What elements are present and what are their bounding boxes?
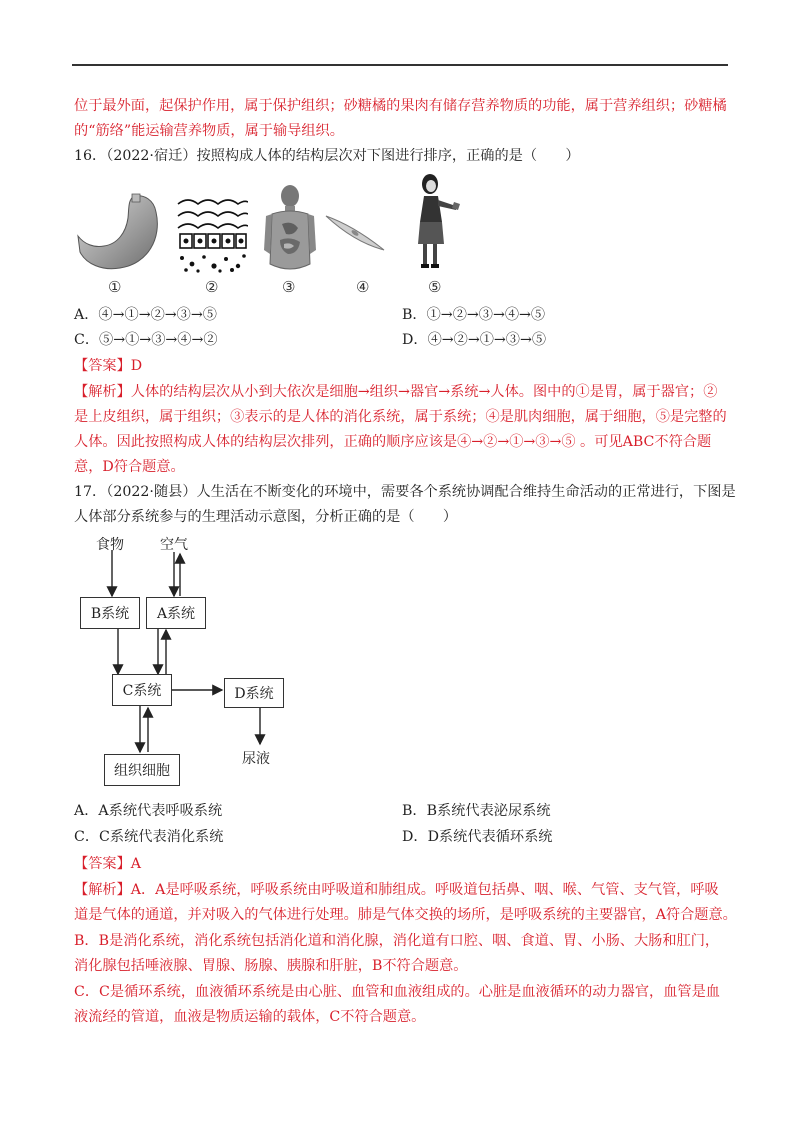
- analysis-17-line: 液流经的管道，血液是物质运输的载体，C不符合题意。: [74, 1009, 426, 1025]
- stomach-image: [74, 192, 166, 274]
- a-system-box: A系统: [146, 597, 206, 629]
- system-flow-diagram: [74, 528, 314, 788]
- tissue-cells-box: 组织细胞: [104, 754, 180, 786]
- analysis-16-line: 【解析】人体的结构层次从小到大依次是细胞→组织→器官→系统→人体。图中的①是胃，属于器官；②: [74, 384, 718, 400]
- analysis-16-line: 人体。因此按照构成人体的结构层次排列，正确的顺序应该是④→②→①→③→⑤ 。可见ABC不符合题: [74, 434, 712, 450]
- muscle-cell-image: [324, 210, 386, 254]
- analysis-16-line: 是上皮组织，属于组织；③表示的是人体的消化系统，属于系统；④是肌肉细胞，属于细胞，⑤是完整的: [74, 409, 727, 425]
- b-system-box: B系统: [80, 597, 140, 629]
- c-system-box: C系统: [112, 674, 172, 706]
- figure-label: ①: [108, 278, 122, 296]
- prev-analysis-line: 位于最外面，起保护作用，属于保护组织；砂糖橘的果肉有储存营养物质的功能，属于营养组织；砂糖橘: [74, 98, 727, 114]
- prev-analysis-line: 的“筋络”能运输营养物质，属于输导组织。: [74, 123, 344, 139]
- epithelial-tissue-image: [176, 194, 248, 274]
- food-label: 食物: [96, 537, 124, 553]
- option-b: B．B系统代表泌尿系统: [402, 803, 551, 819]
- figure-label: ②: [205, 278, 219, 296]
- analysis-17-line: 消化腺包括唾液腺、胃腺、肠腺、胰腺和肝脏，B不符合题意。: [74, 958, 468, 974]
- analysis-17-line: 道是气体的通道，并对吸入的气体进行处理。肺是气体交换的场所，是呼吸系统的主要器官，A符合题意。: [74, 907, 737, 923]
- analysis-16-line: 意，D符合题意。: [74, 459, 185, 475]
- option-c: C．C系统代表消化系统: [74, 829, 224, 845]
- human-figure-image: [416, 172, 462, 274]
- option-a: A．④→①→②→③→⑤: [74, 307, 217, 323]
- analysis-17-line: C．C是循环系统，血液循环系统是由心脏、血管和血液组成的。心脏是血液循环的动力器官，血管是血: [74, 984, 720, 1000]
- figure-label: ③: [282, 278, 296, 296]
- question-17-stem: 人体部分系统参与的生理活动示意图，分析正确的是（ ）: [74, 509, 458, 525]
- urine-label: 尿液: [242, 751, 270, 767]
- header-rule: [72, 64, 728, 66]
- question-16-stem: 16．（2022·宿迁）按照构成人体的结构层次对下图进行排序，正确的是（ ）: [74, 148, 580, 164]
- answer-17: 【答案】A: [74, 856, 141, 872]
- figure-label: ⑤: [428, 278, 442, 296]
- figure-label: ④: [356, 278, 370, 296]
- option-b: B．①→②→③→④→⑤: [402, 307, 546, 323]
- analysis-17-line: 【解析】A．A是呼吸系统，呼吸系统由呼吸道和肺组成。呼吸道包括鼻、咽、喉、气管、支气管，呼吸: [74, 882, 719, 898]
- option-d: D．D系统代表循环系统: [402, 829, 553, 845]
- option-a: A．A系统代表呼吸系统: [74, 803, 223, 819]
- digestive-system-image: [264, 184, 316, 274]
- d-system-box: D系统: [224, 678, 284, 708]
- analysis-17-line: B．B是消化系统，消化系统包括消化道和消化腺，消化道有口腔、咽、食道、胃、小肠、大肠和肛门，: [74, 933, 720, 949]
- option-c: C．⑤→①→③→④→②: [74, 332, 218, 348]
- answer-16: 【答案】D: [74, 358, 143, 374]
- air-label: 空气: [160, 537, 188, 553]
- question-17-stem: 17．（2022·随县）人生活在不断变化的环境中，需要各个系统协调配合维持生命活动的正常进行，下图是: [74, 484, 736, 500]
- option-d: D．④→②→①→③→⑤: [402, 332, 547, 348]
